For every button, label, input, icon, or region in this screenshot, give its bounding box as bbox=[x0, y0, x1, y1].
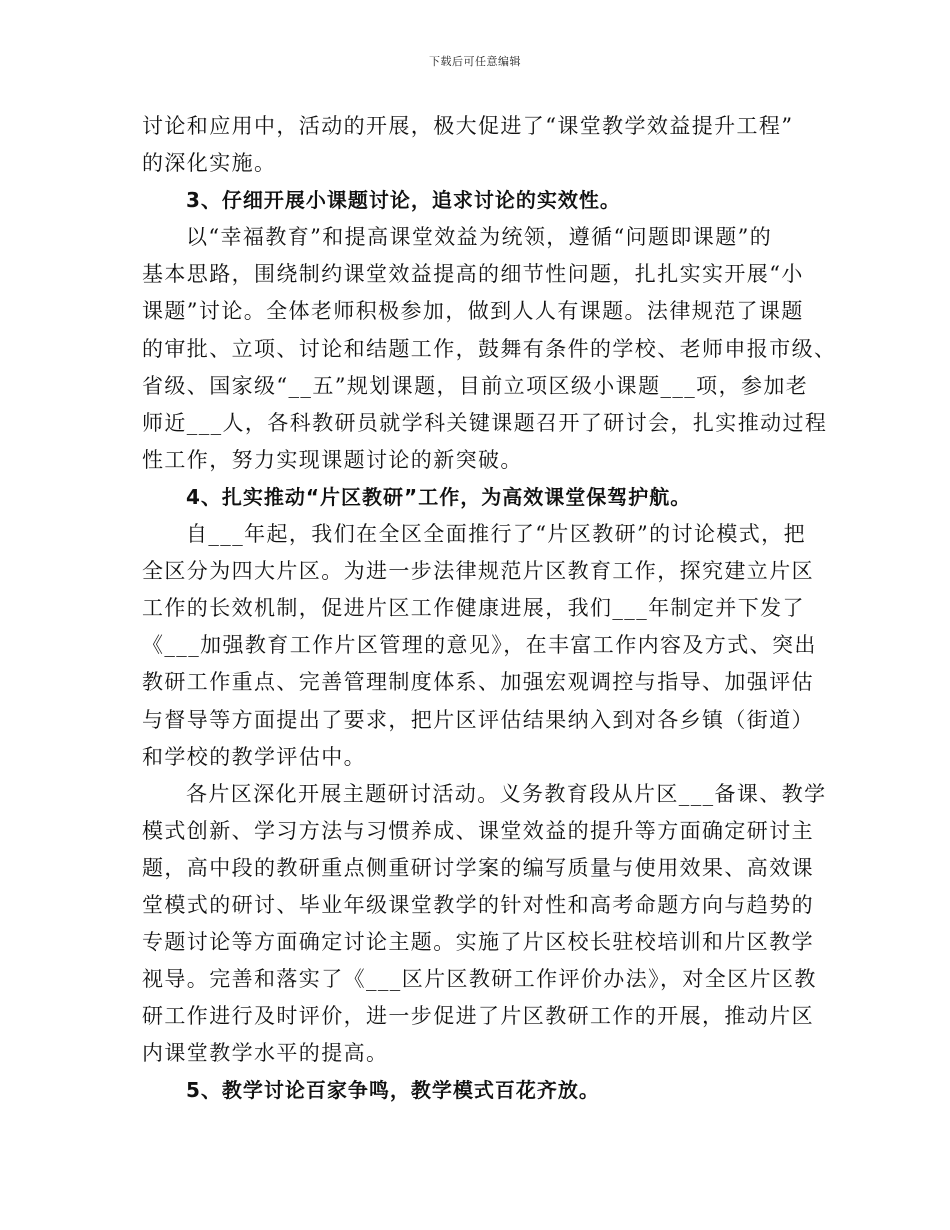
paragraph-start: 各片区深化开展主题研讨活动。义务教育段从片区___备课、教学 bbox=[186, 781, 827, 806]
body-line: 性工作，努力实现课题讨论的新突破。 bbox=[142, 447, 523, 472]
body-line: 教研工作重点、完善管理制度体系、加强宏观调控与指导、加强评估 bbox=[142, 670, 814, 695]
body-line: 研工作进行及时评价，进一步促进了片区教研工作的开展，推动片区 bbox=[142, 1004, 814, 1029]
body-line: 基本思路，围绕制约课堂效益提高的细节性问题，扎扎实实开展“小 bbox=[142, 262, 804, 287]
body-line: 和学校的教学评估中。 bbox=[142, 744, 366, 769]
body-line: 《___加强教育工作片区管理的意见》，在丰富工作内容及方式、突出 bbox=[142, 633, 817, 658]
body-line: 内课堂教学水平的提高。 bbox=[142, 1041, 389, 1066]
body-line: 专题讨论等方面确定讨论主题。实施了片区校长驻校培训和片区教学 bbox=[142, 930, 814, 955]
body-line: 与督导等方面提出了要求，把片区评估结果纳入到对各乡镇（街道） bbox=[142, 707, 814, 732]
body-line: 讨论和应用中，活动的开展，极大促进了“课堂教学效益提升工程” bbox=[142, 114, 794, 138]
body-line: 课题”讨论。全体老师积极参加，做到人人有课题。法律规范了课题 bbox=[142, 299, 804, 324]
body-line: 的审批、立项、讨论和结题工作，鼓舞有条件的学校、老师申报市级、 bbox=[142, 336, 837, 361]
body-line: 省级、国家级“__五”规划课题，目前立项区级小课题___项，参加老 bbox=[142, 373, 809, 398]
document-body bbox=[142, 108, 837, 1110]
body-line: 模式创新、学习方法与习惯养成、课堂效益的提升等方面确定研讨主 bbox=[142, 818, 814, 843]
body-line: 师近___人，各科教研员就学科关键课题召开了研讨会，扎实推动过程 bbox=[142, 410, 828, 435]
section-heading-4: 4、扎实推动“片区教研”工作，为高效课堂保驾护航。 bbox=[186, 484, 692, 509]
section-heading-5: 5、教学讨论百家争鸣，教学模式百花齐放。 bbox=[186, 1078, 600, 1103]
body-line: 堂模式的研讨、毕业年级课堂教学的针对性和高考命题方向与趋势的 bbox=[142, 892, 814, 917]
body-line: 视导。完善和落实了《___区片区教研工作评价办法》，对全区片区教 bbox=[142, 967, 817, 992]
paragraph-start: 自___年起，我们在全区全面推行了“片区教研”的讨论模式，把 bbox=[186, 522, 806, 547]
paragraph-start: 以“幸福教育”和提高课堂效益为统领，遵循“问题即课题”的 bbox=[186, 225, 773, 250]
body-line: 的深化实施。 bbox=[142, 151, 277, 176]
page-header: 下载后可任意编辑 bbox=[429, 55, 521, 68]
body-line: 全区分为四大片区。为进一步法律规范片区教育工作，探究建立片区 bbox=[142, 559, 814, 584]
section-heading-3: 3、仔细开展小课题讨论，追求讨论的实效性。 bbox=[186, 188, 621, 213]
body-line: 工作的长效机制，促进片区工作健康进展，我们___年制定并下发了 bbox=[142, 596, 805, 621]
body-line: 题，高中段的教研重点侧重研讨学案的编写质量与使用效果、高效课 bbox=[142, 855, 814, 880]
